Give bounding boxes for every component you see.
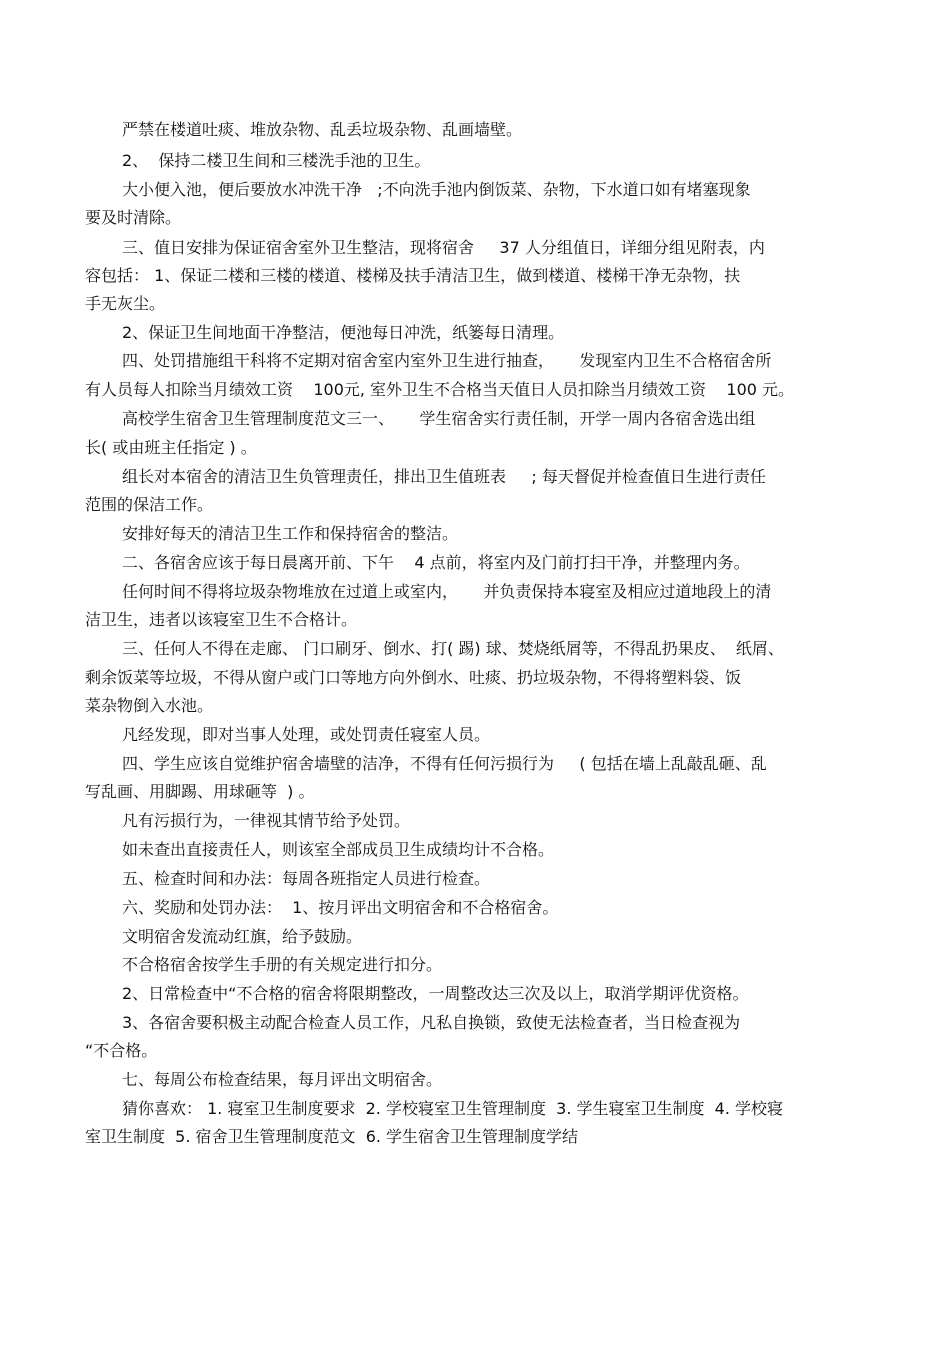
text-line: 不合格宿舍按学生手册的有关规定进行扣分。 <box>122 955 443 974</box>
text-line: 四、学生应该自觉维护宿舍墙壁的洁净，不得有任何污损行为 ( 包括在墙上乱敲乱砸、乱 <box>122 754 767 773</box>
text-line: 写乱画、用脚踢、用球砸等 ) 。 <box>85 782 315 801</box>
text-line: 大小便入池，便后要放水冲洗干净 ;不向洗手池内倒饭菜、杂物，下水道口如有堵塞现象 <box>122 180 751 199</box>
text-line: 三、值日安排为保证宿舍室外卫生整洁，现将宿舍 37 人分组值日，详细分组见附表，内 <box>122 238 765 257</box>
text-line: “不合格。 <box>85 1041 158 1060</box>
text-line: 组长对本宿舍的清洁卫生负管理责任，排出卫生值班表 ; 每天督促并检查值日生进行责任 <box>122 467 766 486</box>
text-line: 二、各宿舍应该于每日晨离开前、下午 4 点前，将室内及门前打扫干净，并整理内务。 <box>122 553 750 572</box>
text-line: 高校学生宿舍卫生管理制度范文三一、 学生宿舍实行责任制，开学一周内各宿舍选出组 <box>122 409 756 428</box>
text-line: 严禁在楼道吐痰、堆放杂物、乱丢垃圾杂物、乱画墙壁。 <box>122 120 523 139</box>
text-line: 凡经发现，即对当事人处理，或处罚责任寝室人员。 <box>122 725 491 744</box>
text-line: 2、保证卫生间地面干净整洁，便池每日冲洗，纸篓每日清理。 <box>122 323 565 342</box>
text-line: 3、各宿舍要积极主动配合检查人员工作，凡私自换锁，致使无法检查者，当日检查视为 <box>122 1013 741 1032</box>
text-line: 文明宿舍发流动红旗，给予鼓励。 <box>122 927 363 946</box>
text-line: 三、任何人不得在走廊、 门口刷牙、倒水、打( 踢) 球、焚烧纸屑等，不得乱扔果皮、 纸屑、 <box>122 639 784 658</box>
text-line: 长( 或由班主任指定 ) 。 <box>85 438 257 457</box>
text-line: 猜你喜欢： 1. 寝室卫生制度要求 2. 学校寝室卫生管理制度 3. 学生寝室卫生制度 4. 学校寝 <box>122 1099 784 1118</box>
text-line: 安排好每天的清洁卫生工作和保持宿舍的整洁。 <box>122 524 459 543</box>
text-line: 2、日常检查中“不合格的宿舍将限期整改，一周整改达三次及以上，取消学期评优资格。 <box>122 984 749 1003</box>
text-line: 洁卫生，违者以该寝室卫生不合格计。 <box>85 610 358 629</box>
text-line: 手无灰尘。 <box>85 294 166 313</box>
text-line: 范围的保洁工作。 <box>85 495 214 514</box>
text-line: 容包括： 1、保证二楼和三楼的楼道、楼梯及扶手清洁卫生，做到楼道、楼梯干净无杂物，扶 <box>85 266 741 285</box>
text-line: 室卫生制度 5. 宿舍卫生管理制度范文 6. 学生宿舍卫生管理制度学结 <box>85 1127 579 1146</box>
text-line: 凡有污损行为，一律视其情节给予处罚。 <box>122 811 411 830</box>
text-line: 2、 保持二楼卫生间和三楼洗手池的卫生。 <box>122 151 431 170</box>
text-line: 如未查出直接责任人，则该室全部成员卫生成绩均计不合格。 <box>122 840 555 859</box>
text-line: 有人员每人扣除当月绩效工资 100元, 室外卫生不合格当天值日人员扣除当月绩效工资 100 元。 <box>85 380 795 399</box>
text-line: 四、处罚措施组干科将不定期对宿舍室内室外卫生进行抽查， 发现室内卫生不合格宿舍所 <box>122 351 772 370</box>
text-line: 七、每周公布检查结果，每月评出文明宿舍。 <box>122 1070 443 1089</box>
text-line: 要及时清除。 <box>85 208 182 227</box>
text-line: 五、检查时间和办法：每周各班指定人员进行检查。 <box>122 869 491 888</box>
text-line: 任何时间不得将垃圾杂物堆放在过道上或室内， 并负责保持本寝室及相应过道地段上的清 <box>122 582 772 601</box>
text-line: 剩余饭菜等垃圾，不得从窗户或门口等地方向外倒水、吐痰、扔垃圾杂物，不得将塑料袋、饭 <box>85 668 742 687</box>
text-line: 六、奖励和处罚办法： 1、按月评出文明宿舍和不合格宿舍。 <box>122 898 559 917</box>
text-line: 菜杂物倒入水池。 <box>85 696 214 715</box>
